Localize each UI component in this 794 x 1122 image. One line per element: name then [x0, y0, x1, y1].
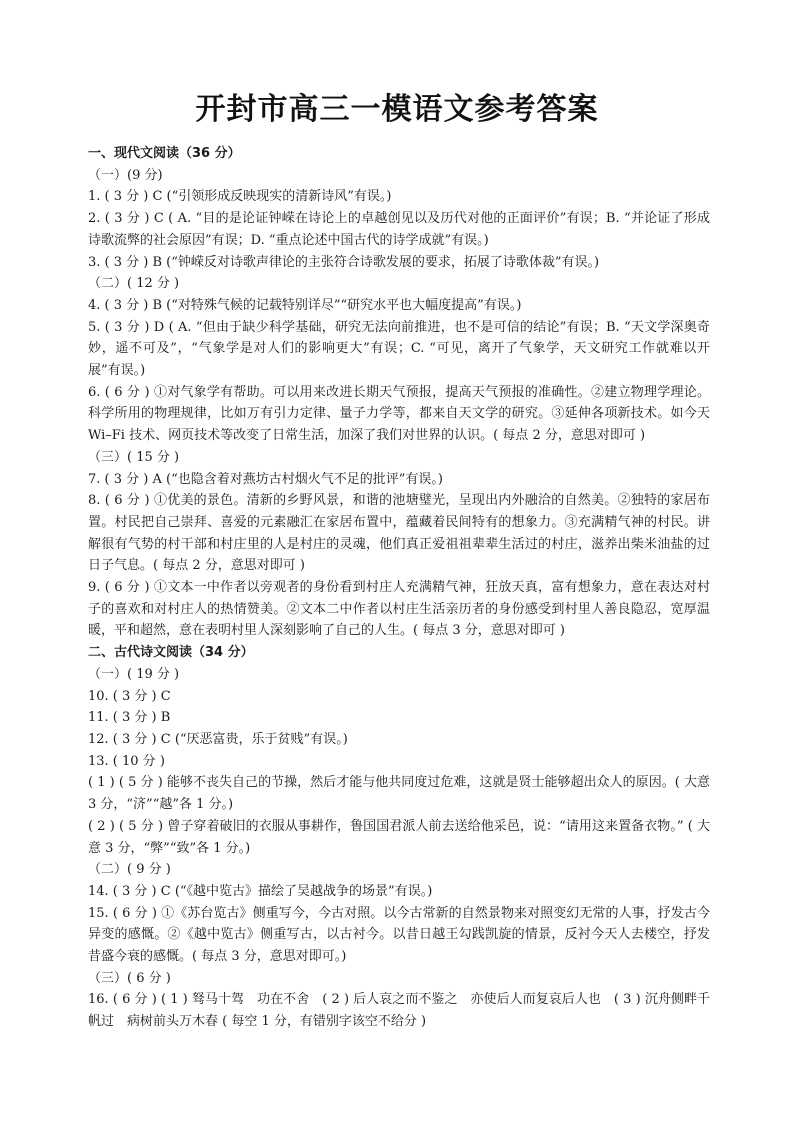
answer-line: 11. ( 3 分 ) B — [88, 710, 171, 726]
answer-line: 6. ( 6 分 ) ①对气象学有帮助。可以用来改进长期天气预报，提高天气预报的准确性。②建立物理学理论。科学所用的物理规律，比如万有引力定律、量子力学等，都来自天文学的研究。③延伸各项新技术。如今天 Wi–Fi 技术、网页技术等改变了日常生活，加深了我们对世界的认识。( 每点 2 分，意思对即可 ) — [88, 384, 710, 444]
answer-line: （三）( 6 分 ) — [88, 970, 171, 986]
answer-line: 12. ( 3 分 ) C (“厌恶富贵，乐于贫贱”有误。) — [88, 731, 348, 747]
document-title: 开封市高三一模语文参考答案 — [195, 92, 599, 127]
answer-line: 14. ( 3 分 ) C (“《越中览古》描绘了吴越战争的场景”有误。) — [88, 883, 433, 899]
answer-line: 10. ( 3 分 ) C — [88, 688, 171, 704]
section-heading: 二、古代诗文阅读（34 分） — [88, 645, 254, 661]
answer-line: 16. ( 6 分 ) ( 1 ) 驽马十驾 功在不舍 ( 2 ) 后人哀之而不鉴之 亦使后人而复哀后人也 ( 3 ) 沉舟侧畔千帆过 病树前头万木春 ( 每空 1 分，有错别字该空不给分 ) — [88, 992, 710, 1030]
section-heading: 一、现代文阅读（36 分） — [88, 146, 241, 161]
answer-line: （二）( 12 分 ) — [88, 276, 180, 292]
answer-line: 4. ( 3 分 ) B (“对特殊气候的记载特别详尽”“研究水平也大幅度提高”有误。) — [88, 297, 522, 313]
answer-line: （二）( 9 分 ) — [88, 862, 171, 878]
answer-line: ( 2 ) ( 5 分 ) 曾子穿着破旧的衣服从事耕作，鲁国国君派人前去送给他采邑，说：“请用这来置备衣物。” ( 大意 3 分，“弊”“致”各 1 分。) — [88, 818, 710, 856]
answer-line: 2. ( 3 分 ) C ( A. “目的是论证钟嵘在诗论上的卓越创见以及历代对他的正面评价”有误；B. “并论证了形成诗歌流弊的社会原因”有误；D. “重点论述中国古代的诗学成就”有误。) — [88, 211, 710, 248]
answer-line: 1. ( 3 分 ) C (“引领形成反映现实的清新诗风”有误。) — [88, 189, 392, 205]
answer-line: 5. ( 3 分 ) D ( A. “但由于缺少科学基础，研究无法向前推进，也不是可信的结论”有误；B. “天文学深奥奇妙，遥不可及”，“气象学是对人们的影响更大”有误；C. “可见，离开了气象学，天文研究工作就难以开展”有误。) — [88, 319, 710, 379]
answer-line: （一）(9 分) — [88, 167, 163, 183]
answer-line: 9. ( 6 分 ) ①文本一中作者以旁观者的身份看到村庄人充满精气神，狂放天真，富有想象力，意在表达对村子的喜欢和对村庄人的热情赞美。②文本二中作者以村庄生活亲历者的身份感受到村里人善良隐忍，宽厚温暖，平和超然，意在表明村里人深刻影响了自己的人生。( 每点 3 分，意思对即可 ) — [88, 580, 710, 639]
answer-line: ( 1 ) ( 5 分 ) 能够不丧失自己的节操，然后才能与他共同度过危难，这就是贤士能够超出众人的原因。( 大意 3 分，“济”“越”各 1 分。) — [88, 775, 710, 813]
answer-content — [88, 143, 710, 1033]
answer-line: 13. ( 10 分 ) — [88, 753, 165, 769]
answer-line: 3. ( 3 分 ) B (“钟嵘反对诗歌声律论的主张符合诗歌发展的要求，拓展了诗歌体裁”有误。) — [88, 254, 600, 270]
answer-line: 8. ( 6 分 ) ①优美的景色。清新的乡野风景，和谐的池塘璧光，呈现出内外融洽的自然美。②独特的家居布置。村民把自己崇拜、喜爱的元素融汇在家居布置中，蕴藏着民间特有的想象力。③充满精气神的村民。讲解很有气势的村干部和村庄里的人是村庄的灵魂，他们真正爱祖祖辈辈生活过的村庄，滋养出柴米油盐的过日子气息。( 每点 2 分，意思对即可 ) — [88, 493, 710, 574]
answer-line: 15. ( 6 分 ) ①《苏台览古》侧重写今，今古对照。以今古常新的自然景物来对照变幻无常的人事，抒发古今异变的感慨。②《越中览古》侧重写古，以古衬今。以昔日越王勾践凯旋的情景，反衬今天人去楼空，抒发昔盛今衰的感慨。( 每点 3 分，意思对即可。) — [88, 905, 710, 965]
answer-line: （一）( 19 分 ) — [88, 666, 180, 682]
answer-line: 7. ( 3 分 ) A (“也隐含着对燕坊古村烟火气不足的批评”有误。) — [88, 471, 443, 487]
answer-line: （三）( 15 分 ) — [88, 449, 180, 465]
